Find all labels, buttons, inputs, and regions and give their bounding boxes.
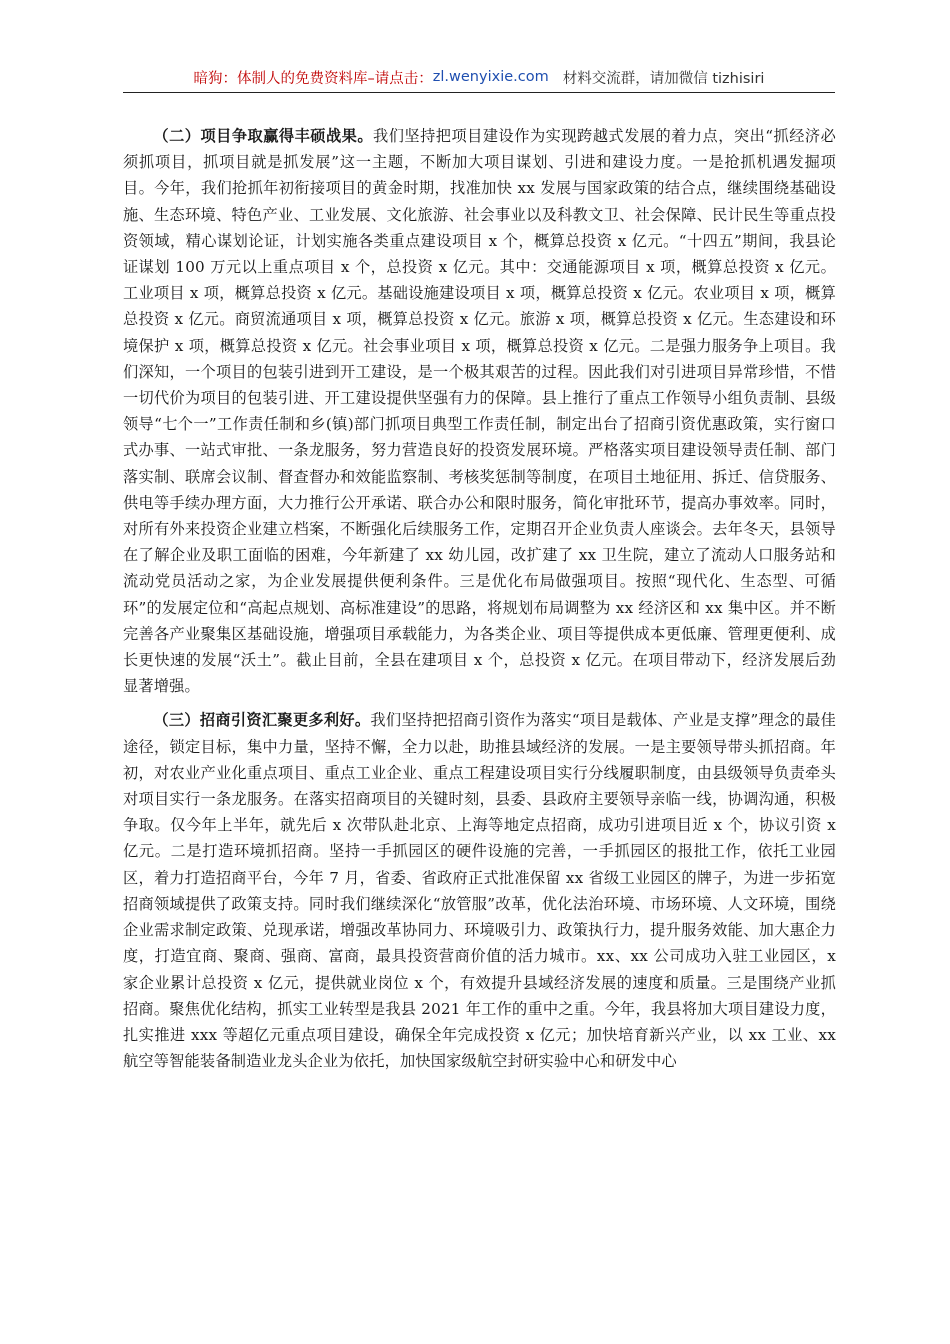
page-header <box>123 62 835 93</box>
paragraph-text: 我们坚持把项目建设作为实现跨越式发展的着力点，突出“抓经济必须抓项目，抓项目就是抓发展”这一主题，不断加大项目谋划、引进和建设力度。一是抢抓机遇发掘项目。今年，我们抢抓年初衔接项目的黄金时期，找准加快 xx 发展与国家政策的结合点，继续围绕基础设施、生态环境、特色产业、工业发展、文化旅游、社会事业以及科教文卫、社会保障、民计民生等重点投资领域，精心谋划论证，计划实施各类重点建设项目 x 个，概算总投资 x 亿元。“十四五”期间，我县论证谋划 100 万元以上重点项目 x 个，总投资 x 亿元。其中：交通能源项目 x 项，概算总投资 x 亿元。工业项目 x 项，概算总投资 x 亿元。基础设施建设项目 x 项，概算总投资 x 亿元。农业项目 x 项，概算总投资 x 亿元。商贸流通项目 x 项，概算总投资 x 亿元。旅游 x 项，概算总投资 x 亿元。生态建设和环境保护 x 项，概算总投资 x 亿元。社会事业项目 x 项，概算总投资 x 亿元。二是强力服务争上项目。我们深知，一个项目的包装引进到开工建设，是一个极其艰苦的过程。因此我们对引进项目异常珍惜，不惜一切代价为项目的包装引进、开工建设提供坚强有力的保障。县上推行了重点工作领导小组负责制、县级领导“七个一”工作责任制和乡(镇)部门抓项目典型工作责任制，制定出台了招商引资优惠政策，实行窗口式办事、一站式审批、一条龙服务，努力营造良好的投资发展环境。严格落实项目建设领导责任制、部门落实制、联席会议制、督查督办和效能监察制、考核奖惩制等制度，在项目土地征用、拆迁、信贷服务、供电等手续办理方面，大力推行公开承诺、联合办公和限时服务，简化审批环节，提高办事效率。同时，对所有外来投资企业建立档案，不断强化后续服务工作，定期召开企业负责人座谈会。去年冬天，县领导在了解企业及职工面临的困难，今年新建了 xx 幼儿园，改扩建了 xx 卫生院，建立了流动人口服务站和流动党员活动之家，为企业发展提供便利条件。三是优化布局做强项目。按照“现代化、生态型、可循环”的发展定位和“高起点规划、高标准建设”的思路，将规划布局调整为 xx 经济区和 xx 集中区。并不断完善各产业聚集区基础设施，增强项目承载能力，为各类企业、项目等提供成本更低廉、管理更便利、成长更快速的发展“沃土”。截止目前，全县在建项目 x 个，总投资 x 亿元。在项目带动下，经济发展后劲显著增强。 <box>123 127 836 696</box>
header-separator: –请点击： <box>367 70 433 87</box>
paragraph-heading: （三）招商引资汇聚更多利好。 <box>153 711 371 730</box>
paragraph-text: 我们坚持把招商引资作为落实“项目是载体、产业是支撑”理念的最佳途径，锁定目标，集中力量，坚持不懈，全力以赴，助推县域经济的发展。一是主要领导带头抓招商。年初，对农业产业化重点项目、重点工业企业、重点工程建设项目实行分线履职制度，由县级领导负责牵头对项目实行一条龙服务。在落实招商项目的关键时刻，县委、县政府主要领导亲临一线，协调沟通，积极争取。仅今年上半年，就先后 x 次带队赴北京、上海等地定点招商，成功引进项目近 x 个，协议引资 x 亿元。二是打造环境抓招商。坚持一手抓园区的硬件设施的完善，一手抓园区的报批工作，依托工业园区，着力打造招商平台，今年 7 月，省委、省政府正式批准保留 xx 省级工业园区的牌子，为进一步拓宽招商领域提供了政策支持。同时我们继续深化“放管服”改革，优化法治环境、市场环境、人文环境，围绕企业需求制定政策、兑现承诺，增强改革协同力、环境吸引力、政策执行力，提升服务效能、加大惠企力度，打造宜商、聚商、强商、富商，最具投资营商价值的活力城市。xx、xx 公司成功入驻工业园区，x 家企业累计总投资 x 亿元，提供就业岗位 x 个，有效提升县域经济发展的速度和质量。三是围绕产业抓招商。聚焦优化结构，抓实工业转型是我县 2021 年工作的重中之重。今年，我县将加大项目建设力度，扎实推进 xxx 等超亿元重点项目建设，确保全年完成投资 x 亿元；加快培育新兴产业，以 xx 工业、xx 航空等智能装备制造业龙头企业为依托，加快国家级航空封研实验中心和研发中心 <box>123 711 836 1071</box>
paragraph-project-results <box>123 123 836 699</box>
paragraph-heading: （二）项目争取赢得丰硕战果。 <box>153 127 374 145</box>
header-brand: 暗狗：体制人的免费资料库 <box>193 70 368 87</box>
paragraph-investment-attraction <box>123 707 836 1074</box>
document-body <box>123 123 836 1082</box>
header-link[interactable]: zl.wenyixie.com <box>432 69 549 85</box>
header-contact: 材料交流群，请加微信 tizhisiri <box>562 70 765 87</box>
